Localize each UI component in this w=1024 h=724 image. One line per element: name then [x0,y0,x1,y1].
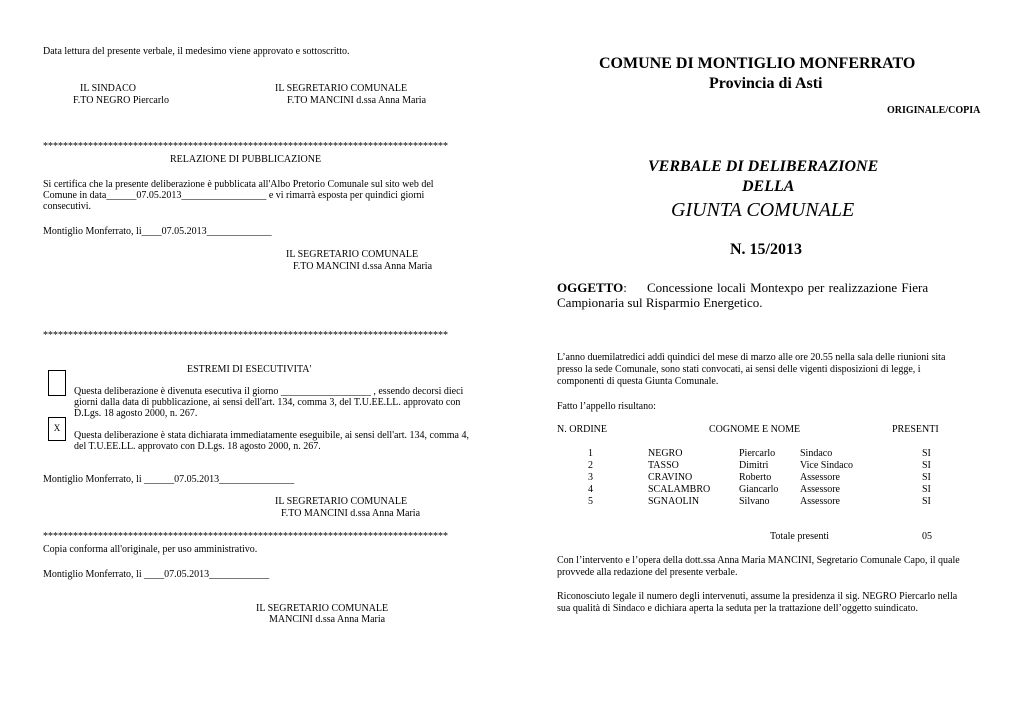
member-name: Roberto [739,472,772,483]
member-surname: NEGRO [648,448,683,459]
member-number: 2 [588,460,593,471]
exec-opt2-line-2: del T.U.EE.LL. approvato con D.Lgs. 18 agosto 2000, n. 267. [74,441,321,452]
copy-place-date: Montiglio Monferrato, li ____07.05.2013____________ [43,569,270,580]
segretario-title-2: IL SEGRETARIO COMUNALE [286,249,419,260]
member-present: SI [922,496,931,507]
intro-line-1: L’anno duemilatredici addì quindici del mese di marzo alle ore 20.55 nella sala delle riunioni sita [557,352,946,363]
separator-stars-2: ********************************************************************************* [43,330,448,341]
oggetto-label: OGGETTO [557,280,624,295]
appello-line: Fatto l’appello risultano: [557,401,656,412]
oggetto-colon: : [623,280,627,295]
verbale-line-1: VERBALE DI DELIBERAZIONE [648,158,879,175]
member-surname: SGNAOLIN [648,496,700,507]
intro-line-2: presso la sede Comunale, sono stati convocati, ai sensi delle vigenti disposizioni di legge, i [557,364,921,375]
original-copy-label: ORIGINALE/COPIA [887,105,981,116]
segretario-line-1: Con l’intervento e l’opera della dott.ssa Anna Maria MANCINI, Segretario Comunale Capo, il quale [557,555,960,566]
exec-opt1-line-3: D.Lgs. 18 agosto 2000, n. 267. [74,408,198,419]
col-header-presenti: PRESENTI [892,424,939,435]
segretario-name-3: F.TO MANCINI d.ssa Anna Maria [281,508,421,519]
pub-heading: RELAZIONE DI PUBBLICAZIONE [170,154,322,165]
segretario-name-4: MANCINI d.ssa Anna Maria [269,614,386,625]
separator-stars-3: ********************************************************************************* [43,531,448,542]
verbale-line-3: GIUNTA COMUNALE [671,199,855,221]
comune-title: COMUNE DI MONTIGLIO MONFERRATO [599,55,916,72]
segretario-title-3: IL SEGRETARIO COMUNALE [275,496,408,507]
member-number: 1 [588,448,593,459]
sindaco-title: IL SINDACO [80,83,137,94]
sindaco-name: F.TO NEGRO Piercarlo [73,95,169,106]
member-present: SI [922,472,931,483]
exec-opt1-line-2: giorni dalla data di pubblicazione, ai sensi dell'art. 134, comma 3, del T.U.EE.LL. approvato con [74,397,461,408]
delibera-number: N. 15/2013 [730,241,802,258]
exec-checkbox-2 [48,417,66,441]
member-number: 4 [588,484,593,495]
member-number: 3 [588,472,593,483]
member-surname: TASSO [648,460,679,471]
member-present: SI [922,448,931,459]
oggetto-line-1: Concessione locali Montexpo per realizzazione Fiera [647,280,929,295]
member-role: Assessore [800,484,840,495]
member-name: Giancarlo [739,484,779,495]
member-name: Silvano [739,496,770,507]
member-role: Vice Sindaco [800,460,853,471]
member-name: Piercarlo [739,448,776,459]
segretario-line-2: provvede alla redazione del presente verbale. [557,567,738,578]
oggetto-line-2: Campionaria sul Risparmio Energetico. [557,295,763,310]
segretario-name-2: F.TO MANCINI d.ssa Anna Maria [293,261,433,272]
pub-line-1: Si certifica che la presente deliberazione è pubblicata all'Albo Pretorio Comunale sul sito web del [43,179,434,190]
member-surname: CRAVINO [648,472,693,483]
provincia-title: Provincia di Asti [709,75,823,92]
member-present: SI [922,484,931,495]
approval-line: Data lettura del presente verbale, il medesimo viene approvato e sottoscritto. [43,46,350,57]
member-number: 5 [588,496,593,507]
separator-stars-1: ********************************************************************************* [43,141,448,152]
exec-opt2-line-1: Questa deliberazione è stata dichiarata immediatamente eseguibile, ai sensi dell'art. 134, comma 4, [74,430,469,441]
exec-opt1-line-1: Questa deliberazione è divenuta esecutiva il giorno __________________ , essendo decorsi dieci [74,386,464,397]
oggetto-label-wrap [557,280,627,296]
totale-value: 05 [922,531,932,542]
member-role: Sindaco [800,448,833,459]
segretario-title-4: IL SEGRETARIO COMUNALE [256,603,389,614]
member-name: Dimitri [739,460,769,471]
verbale-line-2: DELLA [742,178,795,195]
col-header-ordine: N. ORDINE [557,424,607,435]
intro-line-3: componenti di questa Giunta Comunale. [557,376,719,387]
exec-checkbox-2-mark: X [53,423,61,433]
segretario-title-1: IL SEGRETARIO COMUNALE [275,83,408,94]
totale-label: Totale presenti [770,531,829,542]
member-present: SI [922,460,931,471]
member-role: Assessore [800,496,840,507]
col-header-nome: COGNOME E NOME [709,424,801,435]
pub-line-3: consecutivi. [43,201,92,212]
exec-heading: ESTREMI DI ESECUTIVITA' [187,364,312,375]
pub-place-date: Montiglio Monferrato, li____07.05.2013_____________ [43,226,272,237]
copy-line: Copia conforma all'originale, per uso amministrativo. [43,544,258,555]
segretario-name-1: F.TO MANCINI d.ssa Anna Maria [287,95,427,106]
exec-place-date: Montiglio Monferrato, li ______07.05.2013_______________ [43,474,295,485]
presidenza-line-1: Riconosciuto legale il numero degli intervenuti, assume la presidenza il sig. NEGRO Piercarlo nella [557,591,958,602]
presidenza-line-2: sua qualità di Sindaco e dichiara aperta la seduta per la trattazione dell’oggetto suindicato. [557,603,918,614]
member-role: Assessore [800,472,840,483]
member-surname: SCALAMBRO [648,484,711,495]
exec-checkbox-1 [48,370,66,396]
pub-line-2: Comune in data______07.05.2013_________________ e vi rimarrà esposta per quindici giorni [43,190,425,201]
